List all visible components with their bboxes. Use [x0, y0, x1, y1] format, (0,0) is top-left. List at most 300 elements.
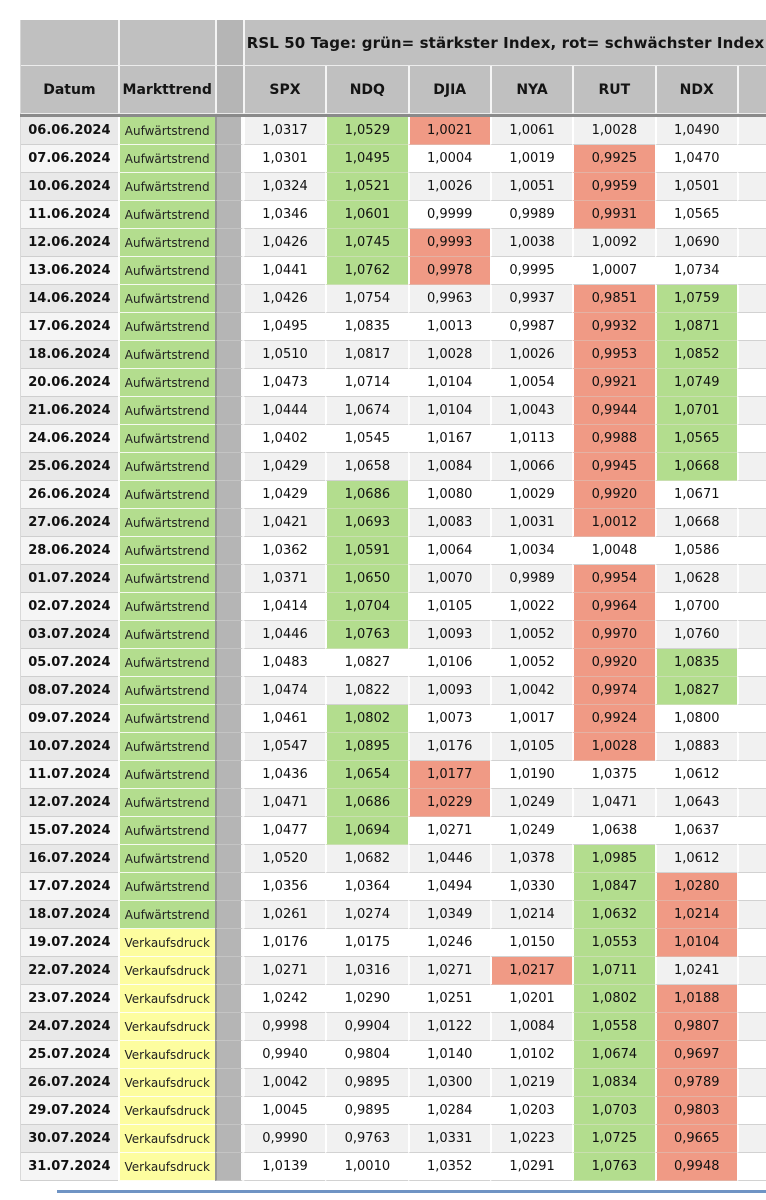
value-cell: 1,0835 — [655, 649, 737, 677]
value-cell: 1,0316 — [325, 957, 407, 985]
spacer-cell — [215, 817, 243, 845]
value-cell: 0,9851 — [572, 285, 654, 313]
value-cell: 1,0470 — [655, 145, 737, 173]
partial-cell — [737, 145, 766, 173]
table-row — [20, 173, 766, 201]
value-cell: 0,9804 — [325, 1041, 407, 1069]
date-cell: 26.07.2024 — [21, 1069, 118, 1097]
value-cell: 1,0690 — [655, 229, 737, 257]
value-cell: 0,9953 — [572, 341, 654, 369]
column-header-row — [20, 66, 766, 114]
value-cell: 1,0070 — [408, 565, 490, 593]
value-cell: 1,0010 — [325, 1153, 407, 1181]
value-cell: 0,9959 — [572, 173, 654, 201]
value-cell: 1,0704 — [325, 593, 407, 621]
value-cell: 1,0190 — [490, 761, 572, 789]
table-row — [20, 481, 766, 509]
value-cell: 1,0763 — [572, 1153, 654, 1181]
table-row — [20, 1097, 766, 1125]
trend-cell: Aufwärtstrend — [118, 845, 215, 873]
value-cell: 1,0847 — [572, 873, 654, 901]
spacer-cell — [215, 1125, 243, 1153]
value-cell: 1,0817 — [325, 341, 407, 369]
value-cell: 1,0271 — [408, 957, 490, 985]
value-cell: 1,0084 — [490, 1013, 572, 1041]
value-cell: 1,0031 — [490, 509, 572, 537]
value-cell: 1,0140 — [408, 1041, 490, 1069]
trend-cell: Aufwärtstrend — [118, 873, 215, 901]
value-cell: 1,0271 — [408, 817, 490, 845]
value-cell: 1,0668 — [655, 509, 737, 537]
spacer-cell — [215, 1013, 243, 1041]
value-cell: 1,0671 — [655, 481, 737, 509]
date-cell: 30.07.2024 — [21, 1125, 118, 1153]
table-title-row — [20, 20, 766, 66]
partial-cell — [737, 845, 766, 873]
value-cell: 1,0686 — [325, 481, 407, 509]
value-cell: 1,0429 — [243, 481, 325, 509]
value-cell: 1,0473 — [243, 369, 325, 397]
date-cell: 22.07.2024 — [21, 957, 118, 985]
spacer-cell — [215, 1041, 243, 1069]
value-cell: 1,0083 — [408, 509, 490, 537]
partial-cell — [737, 1013, 766, 1041]
table-row — [20, 201, 766, 229]
partial-cell — [737, 425, 766, 453]
value-cell: 0,9697 — [655, 1041, 737, 1069]
partial-cell — [737, 565, 766, 593]
date-cell: 11.07.2024 — [21, 761, 118, 789]
value-cell: 1,0426 — [243, 285, 325, 313]
date-cell: 24.07.2024 — [21, 1013, 118, 1041]
partial-cell — [737, 117, 766, 145]
value-cell: 1,0650 — [325, 565, 407, 593]
trend-cell: Aufwärtstrend — [118, 817, 215, 845]
value-cell: 1,0290 — [325, 985, 407, 1013]
table-row — [20, 257, 766, 285]
spacer-cell — [215, 565, 243, 593]
value-cell: 1,0565 — [655, 425, 737, 453]
partial-cell — [737, 817, 766, 845]
value-cell: 1,0827 — [655, 677, 737, 705]
value-cell: 0,9904 — [325, 1013, 407, 1041]
value-cell: 1,0754 — [325, 285, 407, 313]
table-row — [20, 285, 766, 313]
table-title: RSL 50 Tage: grün= stärkster Index, rot= schwächster Index — [243, 20, 766, 66]
value-cell: 1,0520 — [243, 845, 325, 873]
value-cell: 1,0045 — [243, 1097, 325, 1125]
column-header-spx: SPX — [243, 66, 325, 114]
partial-cell — [737, 733, 766, 761]
value-cell: 1,0104 — [408, 397, 490, 425]
value-cell: 1,0105 — [490, 733, 572, 761]
date-cell: 15.07.2024 — [21, 817, 118, 845]
value-cell: 0,9954 — [572, 565, 654, 593]
value-cell: 1,0042 — [490, 677, 572, 705]
value-cell: 1,0591 — [325, 537, 407, 565]
spacer-cell — [215, 901, 243, 929]
header-blank-spacer — [215, 20, 243, 66]
value-cell: 0,9970 — [572, 621, 654, 649]
trend-cell: Aufwärtstrend — [118, 313, 215, 341]
date-cell: 07.06.2024 — [21, 145, 118, 173]
value-cell: 1,0105 — [408, 593, 490, 621]
date-cell: 31.07.2024 — [21, 1153, 118, 1181]
value-cell: 1,0242 — [243, 985, 325, 1013]
value-cell: 1,0349 — [408, 901, 490, 929]
partial-cell — [737, 789, 766, 817]
value-cell: 1,0061 — [490, 117, 572, 145]
value-cell: 1,0214 — [655, 901, 737, 929]
value-cell: 1,0251 — [408, 985, 490, 1013]
trend-cell: Verkaufsdruck — [118, 957, 215, 985]
spacer-cell — [215, 1153, 243, 1181]
header-partial-cell — [737, 66, 766, 114]
value-cell: 1,0674 — [325, 397, 407, 425]
value-cell: 0,9932 — [572, 313, 654, 341]
value-cell: 1,0759 — [655, 285, 737, 313]
partial-cell — [737, 257, 766, 285]
value-cell: 1,0494 — [408, 873, 490, 901]
date-cell: 11.06.2024 — [21, 201, 118, 229]
value-cell: 0,9924 — [572, 705, 654, 733]
value-cell: 0,9978 — [408, 257, 490, 285]
value-cell: 0,9963 — [408, 285, 490, 313]
value-cell: 1,0356 — [243, 873, 325, 901]
value-cell: 0,9895 — [325, 1097, 407, 1125]
value-cell: 1,0495 — [325, 145, 407, 173]
value-cell: 1,0714 — [325, 369, 407, 397]
value-cell: 1,0229 — [408, 789, 490, 817]
date-cell: 18.06.2024 — [21, 341, 118, 369]
value-cell: 1,0471 — [572, 789, 654, 817]
value-cell: 1,0150 — [490, 929, 572, 957]
value-cell: 1,0558 — [572, 1013, 654, 1041]
table-row — [20, 369, 766, 397]
value-cell: 1,0364 — [325, 873, 407, 901]
table-row — [20, 145, 766, 173]
table-body — [20, 117, 766, 1181]
spacer-cell — [215, 257, 243, 285]
spacer-cell — [215, 677, 243, 705]
value-cell: 1,0477 — [243, 817, 325, 845]
value-cell: 1,0461 — [243, 705, 325, 733]
date-cell: 17.06.2024 — [21, 313, 118, 341]
spacer-cell — [215, 929, 243, 957]
trend-cell: Aufwärtstrend — [118, 649, 215, 677]
trend-cell: Aufwärtstrend — [118, 705, 215, 733]
value-cell: 1,0012 — [572, 509, 654, 537]
value-cell: 1,0871 — [655, 313, 737, 341]
value-cell: 0,9920 — [572, 481, 654, 509]
trend-cell: Aufwärtstrend — [118, 201, 215, 229]
trend-cell: Aufwärtstrend — [118, 369, 215, 397]
value-cell: 0,9989 — [490, 201, 572, 229]
value-cell: 1,0300 — [408, 1069, 490, 1097]
value-cell: 1,0029 — [490, 481, 572, 509]
header-blank-trend — [118, 20, 215, 66]
trend-cell: Aufwärtstrend — [118, 901, 215, 929]
table-row — [20, 901, 766, 929]
value-cell: 0,9999 — [408, 201, 490, 229]
table-row — [20, 845, 766, 873]
trend-cell: Verkaufsdruck — [118, 1153, 215, 1181]
value-cell: 0,9988 — [572, 425, 654, 453]
table-row — [20, 509, 766, 537]
value-cell: 1,0028 — [572, 733, 654, 761]
trend-cell: Verkaufsdruck — [118, 929, 215, 957]
table-row — [20, 1125, 766, 1153]
partial-cell — [737, 649, 766, 677]
value-cell: 1,0895 — [325, 733, 407, 761]
value-cell: 1,0017 — [490, 705, 572, 733]
value-cell: 1,0827 — [325, 649, 407, 677]
spacer-cell — [215, 481, 243, 509]
value-cell: 1,0042 — [243, 1069, 325, 1097]
header-blank-date — [21, 20, 118, 66]
value-cell: 1,0249 — [490, 817, 572, 845]
table-row — [20, 425, 766, 453]
value-cell: 1,0217 — [490, 957, 572, 985]
value-cell: 1,0261 — [243, 901, 325, 929]
value-cell: 1,0052 — [490, 649, 572, 677]
spacer-cell — [215, 873, 243, 901]
value-cell: 1,0426 — [243, 229, 325, 257]
value-cell: 1,0632 — [572, 901, 654, 929]
value-cell: 0,9989 — [490, 565, 572, 593]
value-cell: 1,0188 — [655, 985, 737, 1013]
value-cell: 1,0106 — [408, 649, 490, 677]
trend-cell: Aufwärtstrend — [118, 425, 215, 453]
value-cell: 1,0028 — [408, 341, 490, 369]
date-cell: 02.07.2024 — [21, 593, 118, 621]
value-cell: 1,0176 — [408, 733, 490, 761]
partial-cell — [737, 341, 766, 369]
trend-cell: Aufwärtstrend — [118, 761, 215, 789]
header-spacer-cell — [215, 66, 243, 114]
trend-cell: Aufwärtstrend — [118, 397, 215, 425]
value-cell: 1,0104 — [408, 369, 490, 397]
value-cell: 1,0628 — [655, 565, 737, 593]
value-cell: 1,0249 — [490, 789, 572, 817]
value-cell: 1,0521 — [325, 173, 407, 201]
partial-cell — [737, 1097, 766, 1125]
partial-cell — [737, 705, 766, 733]
value-cell: 1,0201 — [490, 985, 572, 1013]
value-cell: 1,0291 — [490, 1153, 572, 1181]
spacer-cell — [215, 173, 243, 201]
date-cell: 10.06.2024 — [21, 173, 118, 201]
partial-cell — [737, 173, 766, 201]
table-row — [20, 761, 766, 789]
date-cell: 09.07.2024 — [21, 705, 118, 733]
value-cell: 0,9803 — [655, 1097, 737, 1125]
date-cell: 26.06.2024 — [21, 481, 118, 509]
partial-cell — [737, 901, 766, 929]
value-cell: 1,0092 — [572, 229, 654, 257]
value-cell: 1,0352 — [408, 1153, 490, 1181]
spacer-cell — [215, 229, 243, 257]
value-cell: 1,0034 — [490, 537, 572, 565]
table-row — [20, 677, 766, 705]
table-row — [20, 1041, 766, 1069]
value-cell: 1,0028 — [572, 117, 654, 145]
value-cell: 1,0682 — [325, 845, 407, 873]
date-cell: 25.06.2024 — [21, 453, 118, 481]
value-cell: 1,0658 — [325, 453, 407, 481]
value-cell: 1,0510 — [243, 341, 325, 369]
value-cell: 1,0346 — [243, 201, 325, 229]
partial-cell — [737, 957, 766, 985]
spacer-cell — [215, 1069, 243, 1097]
value-cell: 1,0102 — [490, 1041, 572, 1069]
date-cell: 19.07.2024 — [21, 929, 118, 957]
table-row — [20, 649, 766, 677]
value-cell: 1,0586 — [655, 537, 737, 565]
value-cell: 1,0436 — [243, 761, 325, 789]
partial-cell — [737, 1153, 766, 1181]
value-cell: 0,9944 — [572, 397, 654, 425]
value-cell: 1,0019 — [490, 145, 572, 173]
value-cell: 1,0734 — [655, 257, 737, 285]
value-cell: 1,0026 — [490, 341, 572, 369]
value-cell: 1,0007 — [572, 257, 654, 285]
value-cell: 1,0280 — [655, 873, 737, 901]
table-row — [20, 789, 766, 817]
spacer-cell — [215, 705, 243, 733]
spacer-cell — [215, 789, 243, 817]
value-cell: 1,0446 — [243, 621, 325, 649]
value-cell: 1,0219 — [490, 1069, 572, 1097]
trend-cell: Aufwärtstrend — [118, 593, 215, 621]
trend-cell: Aufwärtstrend — [118, 565, 215, 593]
value-cell: 1,0021 — [408, 117, 490, 145]
value-cell: 1,0414 — [243, 593, 325, 621]
value-cell: 1,0203 — [490, 1097, 572, 1125]
value-cell: 1,0241 — [655, 957, 737, 985]
value-cell: 1,0054 — [490, 369, 572, 397]
value-cell: 1,0612 — [655, 761, 737, 789]
value-cell: 0,9945 — [572, 453, 654, 481]
value-cell: 1,0284 — [408, 1097, 490, 1125]
partial-cell — [737, 985, 766, 1013]
partial-cell — [737, 537, 766, 565]
trend-cell: Aufwärtstrend — [118, 677, 215, 705]
value-cell: 1,0601 — [325, 201, 407, 229]
value-cell: 1,0545 — [325, 425, 407, 453]
trend-cell: Aufwärtstrend — [118, 537, 215, 565]
column-header-djia: DJIA — [408, 66, 490, 114]
partial-cell — [737, 509, 766, 537]
value-cell: 1,0013 — [408, 313, 490, 341]
partial-cell — [737, 1125, 766, 1153]
value-cell: 1,0223 — [490, 1125, 572, 1153]
value-cell: 0,9974 — [572, 677, 654, 705]
value-cell: 1,0441 — [243, 257, 325, 285]
value-cell: 1,0043 — [490, 397, 572, 425]
value-cell: 1,0495 — [243, 313, 325, 341]
partial-cell — [737, 229, 766, 257]
date-cell: 01.07.2024 — [21, 565, 118, 593]
column-header-nya: NYA — [490, 66, 572, 114]
value-cell: 1,0446 — [408, 845, 490, 873]
date-cell: 06.06.2024 — [21, 117, 118, 145]
value-cell: 1,0052 — [490, 621, 572, 649]
value-cell: 1,0745 — [325, 229, 407, 257]
value-cell: 1,0301 — [243, 145, 325, 173]
value-cell: 1,0271 — [243, 957, 325, 985]
value-cell: 1,0093 — [408, 621, 490, 649]
value-cell: 1,0175 — [325, 929, 407, 957]
value-cell: 1,0176 — [243, 929, 325, 957]
spacer-cell — [215, 761, 243, 789]
value-cell: 1,0274 — [325, 901, 407, 929]
date-cell: 20.06.2024 — [21, 369, 118, 397]
value-cell: 1,0501 — [655, 173, 737, 201]
trend-cell: Verkaufsdruck — [118, 1013, 215, 1041]
column-header-ndx: NDX — [655, 66, 737, 114]
value-cell: 1,0835 — [325, 313, 407, 341]
date-cell: 23.07.2024 — [21, 985, 118, 1013]
trend-cell: Aufwärtstrend — [118, 481, 215, 509]
value-cell: 0,9925 — [572, 145, 654, 173]
rsl-table — [20, 20, 766, 1181]
date-cell: 27.06.2024 — [21, 509, 118, 537]
partial-cell — [737, 369, 766, 397]
value-cell: 0,9987 — [490, 313, 572, 341]
spacer-cell — [215, 201, 243, 229]
spacer-cell — [215, 985, 243, 1013]
value-cell: 1,0883 — [655, 733, 737, 761]
spacer-cell — [215, 649, 243, 677]
date-cell: 24.06.2024 — [21, 425, 118, 453]
value-cell: 1,0330 — [490, 873, 572, 901]
value-cell: 0,9940 — [243, 1041, 325, 1069]
partial-cell — [737, 285, 766, 313]
value-cell: 1,0324 — [243, 173, 325, 201]
value-cell: 1,0668 — [655, 453, 737, 481]
value-cell: 0,9964 — [572, 593, 654, 621]
partial-cell — [737, 453, 766, 481]
table-row — [20, 957, 766, 985]
date-cell: 03.07.2024 — [21, 621, 118, 649]
table-row — [20, 229, 766, 257]
trend-cell: Aufwärtstrend — [118, 145, 215, 173]
partial-cell — [737, 481, 766, 509]
value-cell: 1,0421 — [243, 509, 325, 537]
table-row — [20, 817, 766, 845]
table-row — [20, 733, 766, 761]
value-cell: 1,0066 — [490, 453, 572, 481]
value-cell: 1,0760 — [655, 621, 737, 649]
value-cell: 1,0802 — [572, 985, 654, 1013]
value-cell: 1,0852 — [655, 341, 737, 369]
trend-cell: Verkaufsdruck — [118, 1097, 215, 1125]
partial-cell — [737, 621, 766, 649]
spacer-cell — [215, 313, 243, 341]
value-cell: 1,0749 — [655, 369, 737, 397]
spacer-cell — [215, 537, 243, 565]
partial-cell — [737, 397, 766, 425]
value-cell: 1,0038 — [490, 229, 572, 257]
value-cell: 0,9895 — [325, 1069, 407, 1097]
value-cell: 1,0093 — [408, 677, 490, 705]
table-row — [20, 397, 766, 425]
value-cell: 1,0402 — [243, 425, 325, 453]
value-cell: 1,0654 — [325, 761, 407, 789]
trend-cell: Aufwärtstrend — [118, 285, 215, 313]
column-header-markttrend: Markttrend — [118, 66, 215, 114]
